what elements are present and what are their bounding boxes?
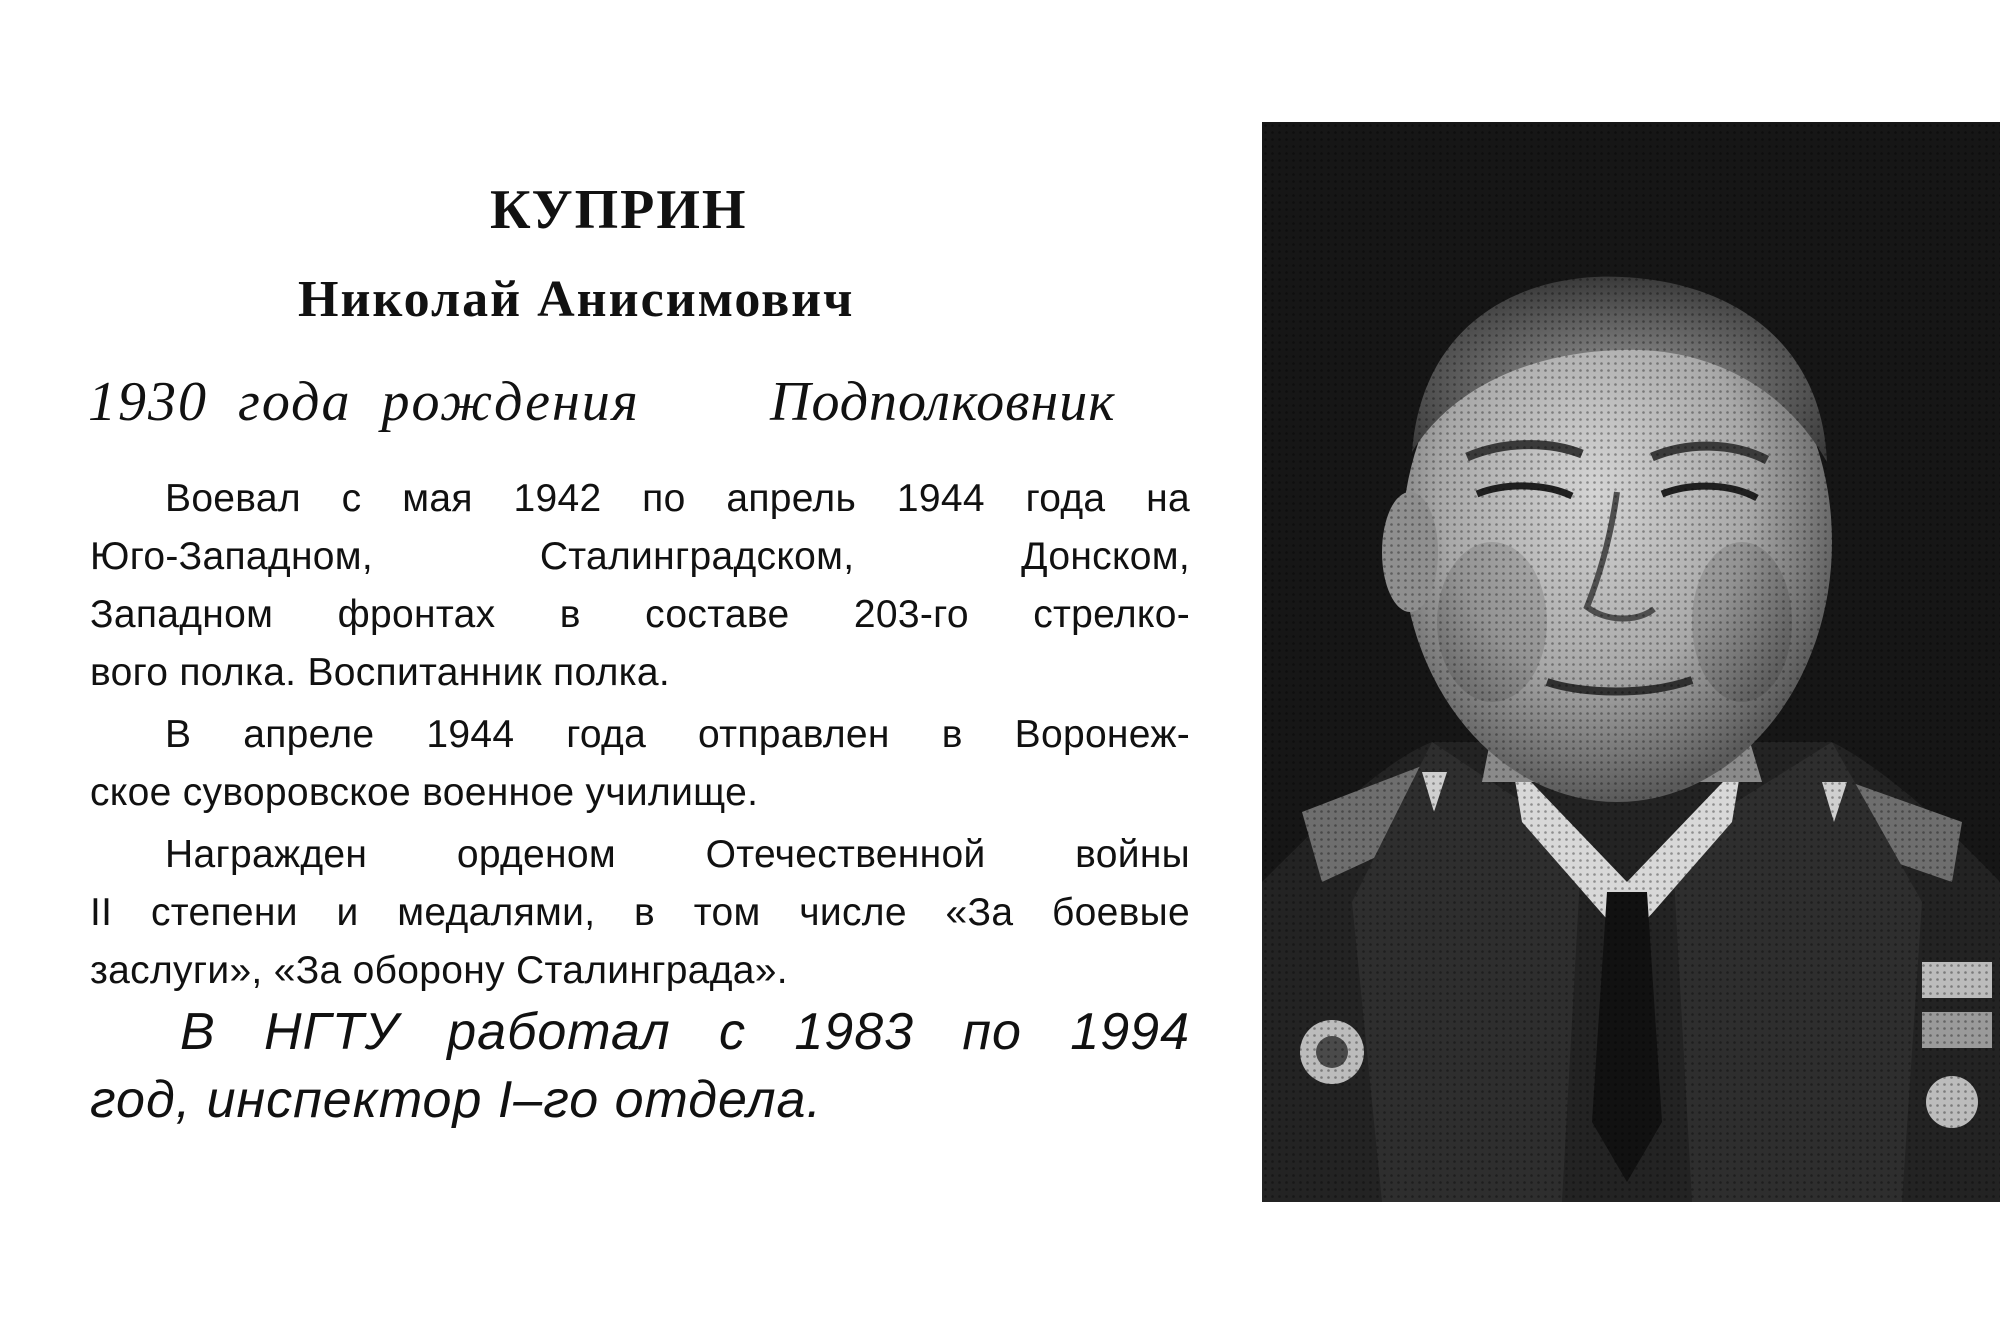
text-line: II степени и медалями, в том числе «За боевые	[90, 891, 1190, 934]
text-line: Западном фронтах в составе 203-го стрелко-	[90, 593, 1190, 636]
text-line: В НГТУ работал с 1983 по 1994	[180, 1003, 1190, 1061]
paragraph-school	[90, 706, 1190, 822]
given-names-heading: Николай Анисимович	[298, 271, 855, 328]
text-line: заслуги», «За оборону Сталинграда».	[90, 949, 788, 992]
text-line: Юго-Западном, Сталинградском, Донском,	[90, 535, 1190, 578]
military-rank: Подполковник	[770, 371, 1116, 433]
paragraph-awards	[90, 826, 1190, 1000]
text-line: вого полка. Воспитанник полка.	[90, 651, 670, 694]
portrait-photo	[1262, 122, 2000, 1202]
paragraph-university-work	[90, 998, 1190, 1134]
text-line: В апреле 1944 года отправлен в Воронеж-	[165, 713, 1190, 756]
text-line: Награжден орденом Отечественной войны	[165, 833, 1190, 876]
birth-year-line: 1930 года рождения	[88, 371, 640, 433]
text-line: год, инспектор I–го отдела.	[90, 1071, 822, 1129]
text-line: ское суворовское военное училище.	[90, 771, 759, 814]
text-line: Воевал с мая 1942 по апрель 1944 года на	[165, 477, 1190, 520]
paragraph-service	[90, 470, 1190, 702]
surname-heading: КУПРИН	[490, 179, 748, 241]
